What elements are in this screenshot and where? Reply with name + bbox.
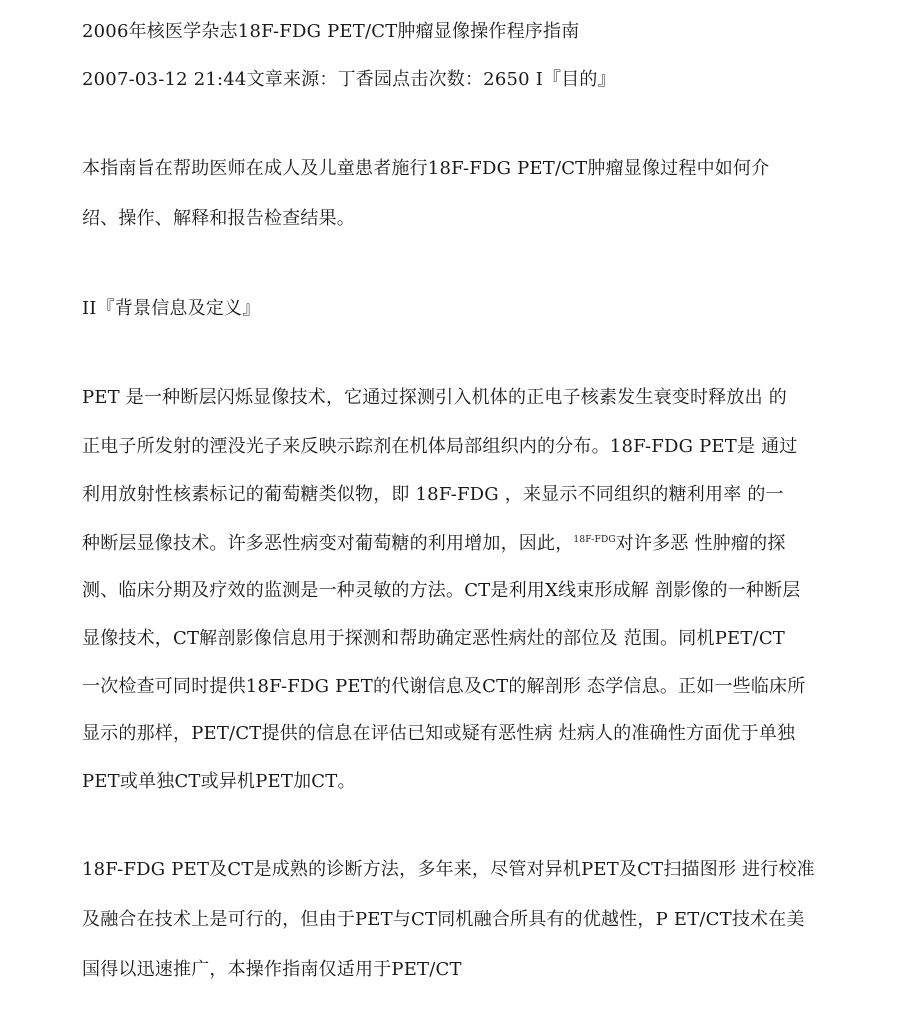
superscript-tracer: 18F-FDG [573, 535, 616, 545]
paragraph3-line-3: 国得以迅速推广，本操作指南仅适用于PET/CT [82, 959, 462, 980]
background-line-4-end: 对许多恶 性肿瘤的探 [615, 533, 786, 554]
background-line-8: 显示的那样，PET/CT提供的信息在评估已知或疑有恶性病 灶病人的准确性方面优于单独 [82, 723, 796, 744]
background-line-5: 测、临床分期及疗效的监测是一种灵敏的方法。CT是利用X线束形成解 剖影像的一种断层 [82, 580, 801, 601]
purpose-line-2: 绍、操作、解释和报告检查结果。 [82, 208, 355, 229]
background-line-9: PET或单独CT或异机PET加CT。 [82, 771, 356, 792]
background-line-4-start: 种断层显像技术。许多恶性病变对葡萄糖的利用增加，因此， [82, 533, 574, 554]
background-line-1: PET 是一种断层闪烁显像技术，它通过探测引入机体的正电子核素发生衰变时释放出 的 [82, 387, 787, 408]
paragraph3-line-1: 18F-FDG PET及CT是成熟的诊断方法，多年来，尽管对异机PET及CT扫描图形 进行校准 [82, 859, 815, 880]
article-meta: 2007-03-12 21:44文章来源：丁香园点击次数：2650 I『目的』 [82, 69, 616, 90]
document-title: 2006年核医学杂志18F-FDG PET/CT肿瘤显像操作程序指南 [82, 21, 580, 42]
paragraph3-line-2: 及融合在技术上是可行的，但由于PET与CT同机融合所具有的优越性，P ET/CT技术在美 [82, 909, 805, 930]
background-line-4 [82, 532, 786, 556]
background-line-3: 利用放射性核素标记的葡萄糖类似物，即 18F-FDG ，来显示不同组织的糖利用率 的一 [82, 484, 784, 505]
purpose-line-1: 本指南旨在帮助医师在成人及儿童患者施行18F-FDG PET/CT肿瘤显像过程中如何介 [82, 158, 770, 179]
section-heading-background: II『背景信息及定义』 [82, 298, 261, 319]
background-line-2: 正电子所发射的湮没光子来反映示踪剂在机体局部组织内的分布。18F-FDG PET是 通过 [82, 436, 798, 457]
background-line-6: 显像技术，CT解剖影像信息用于探测和帮助确定恶性病灶的部位及 范围。同机PET/CT [82, 628, 785, 649]
background-line-7: 一次检查可同时提供18F-FDG PET的代谢信息及CT的解剖形 态学信息。正如一些临床所 [82, 676, 806, 697]
